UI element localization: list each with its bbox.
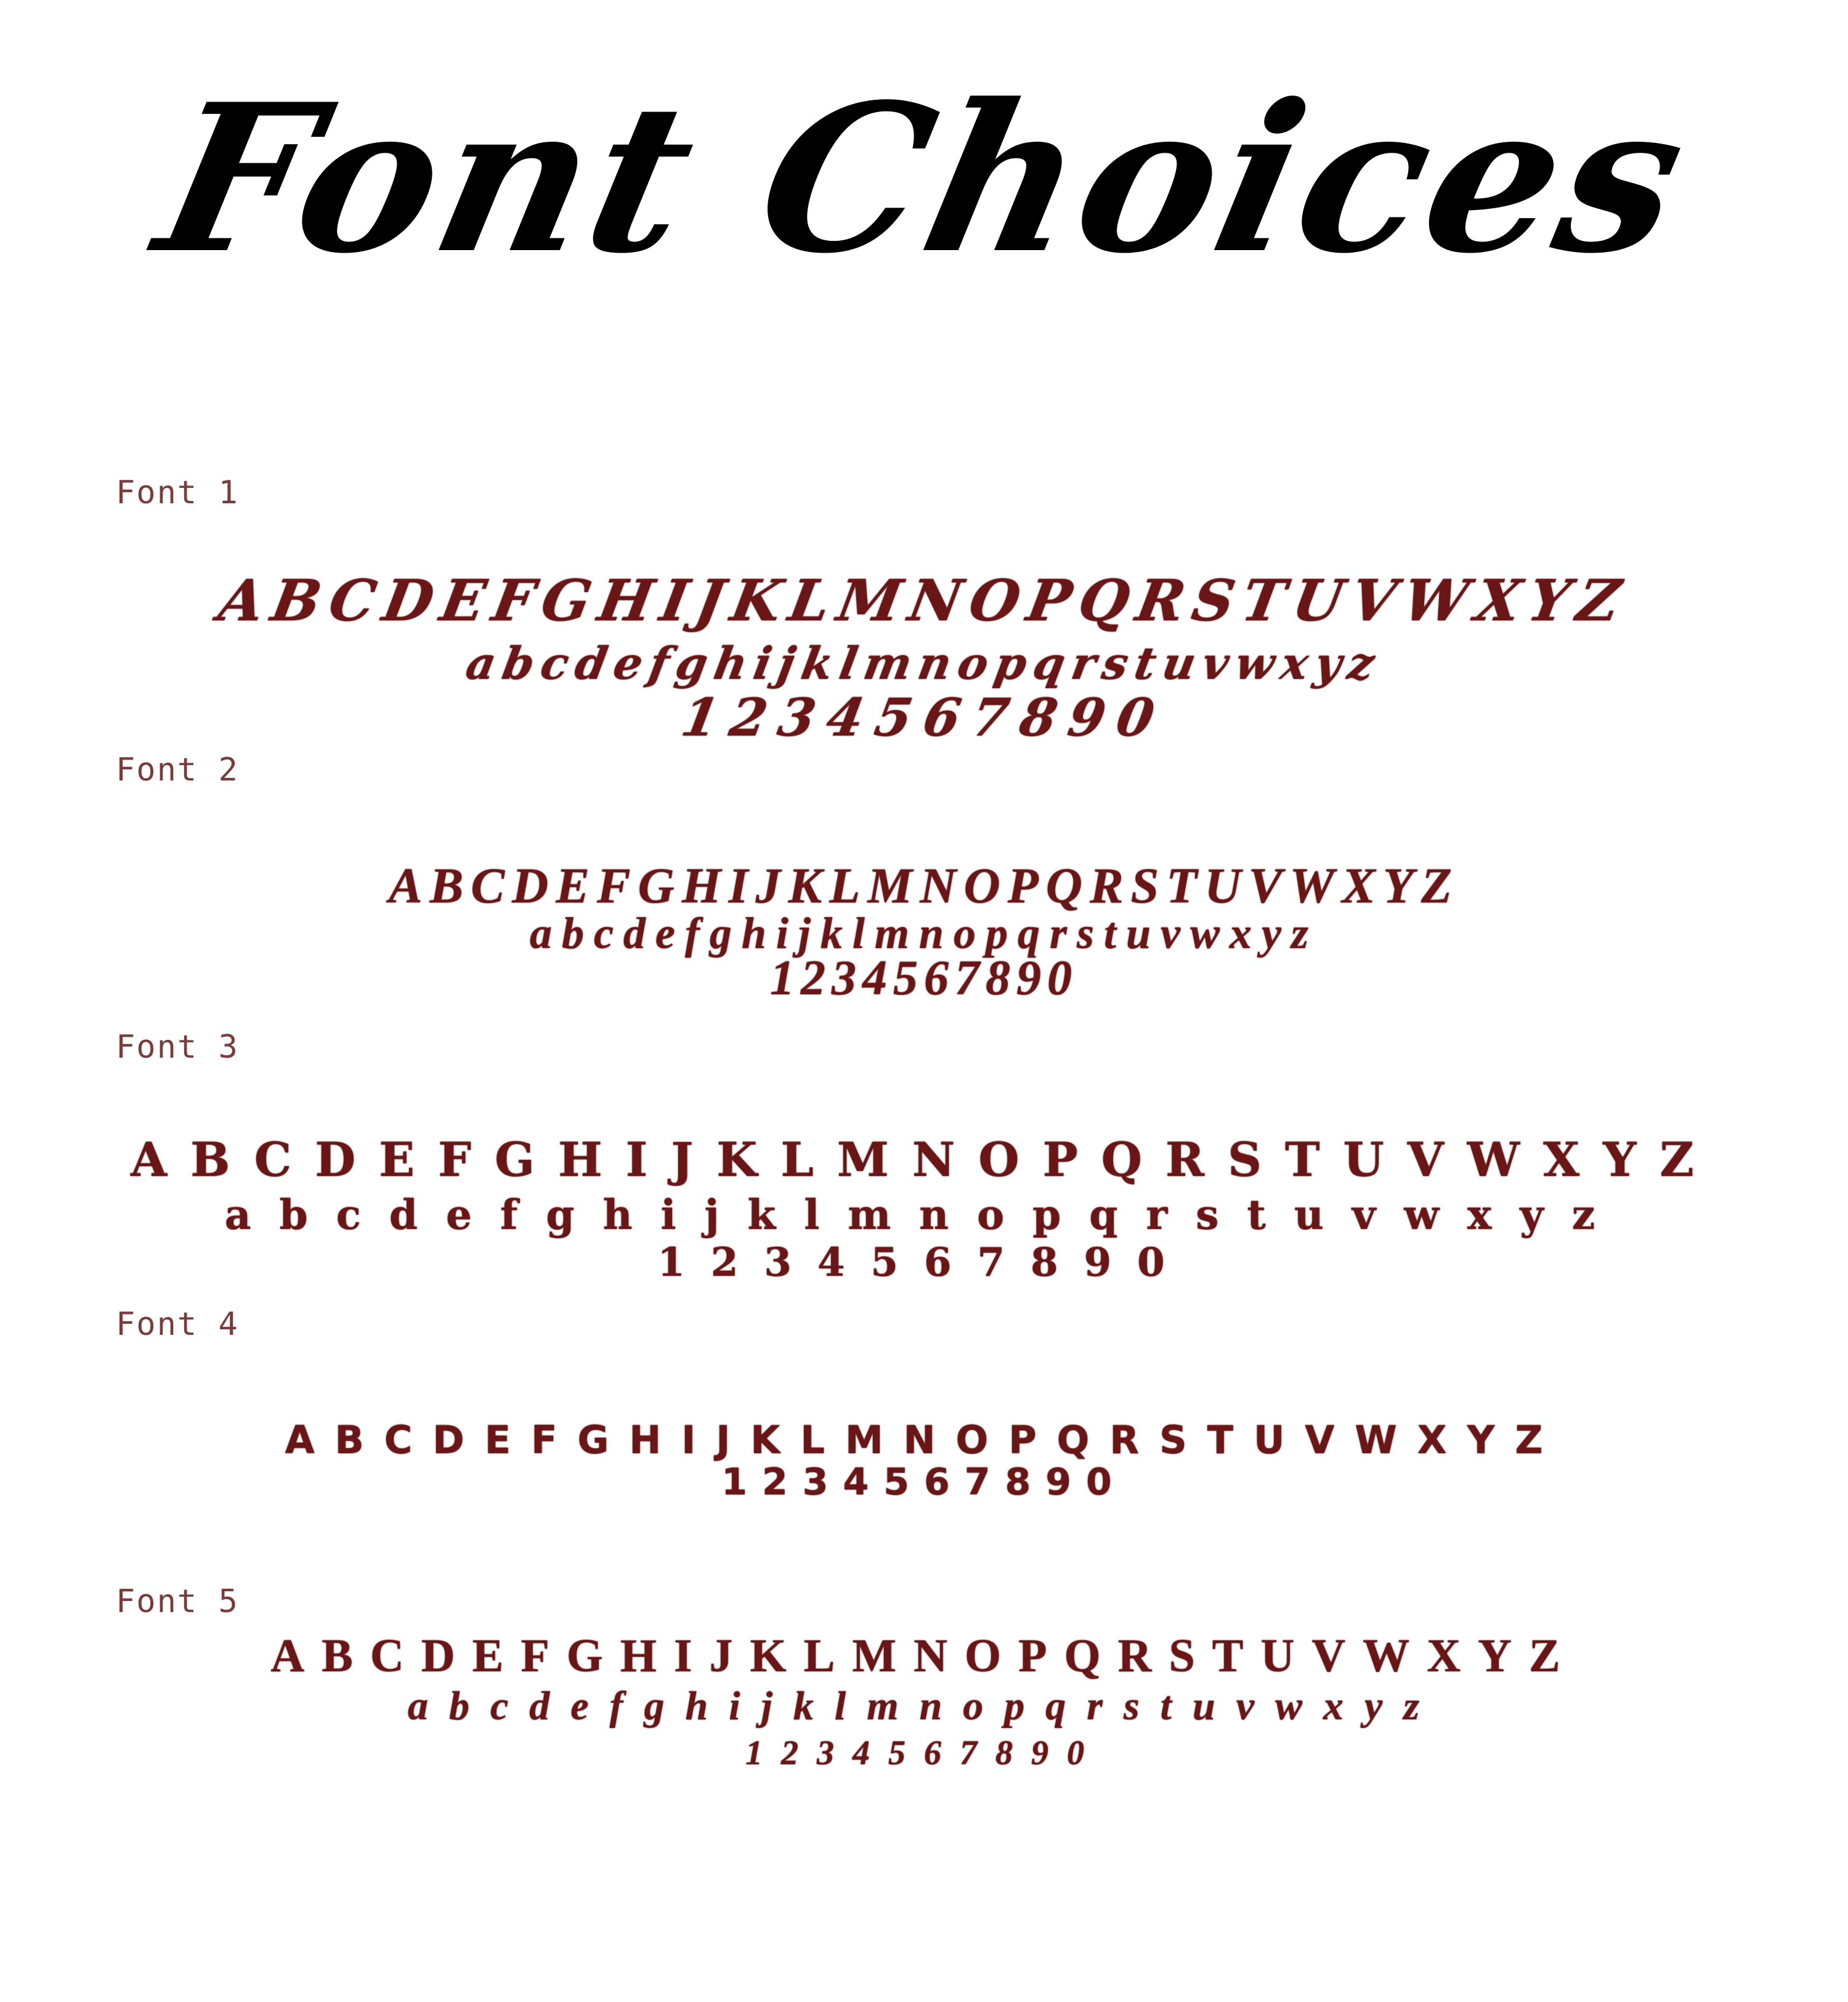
font-1-lowercase-sample: abcdefghijklmnopqrstuvwxyz xyxy=(462,637,1386,689)
font-4-uppercase-sample: ABCDEFGHIJKLMNOPQRSTUVWXYZ xyxy=(285,1417,1563,1462)
font-2-lowercase-sample: abcdefghijklmnopqrstuvwxyz xyxy=(529,909,1319,958)
font-5-label: Font 5 xyxy=(116,1583,239,1620)
font-5-uppercase-sample: ABCDEFGHIJKLMNOPQRSTUVWXYZ xyxy=(270,1630,1578,1682)
font-5-lowercase-sample: abcdefghijklmnopqrstuvwxyz xyxy=(407,1684,1441,1728)
font-2-label: Font 2 xyxy=(116,752,239,788)
font-1-label: Font 1 xyxy=(116,474,239,511)
font-4-label: Font 4 xyxy=(116,1306,239,1343)
font-3-lowercase-sample: abcdefghijklmnopqrstuvwxyz xyxy=(224,1191,1624,1239)
font-3-digits-sample: 1234567890 xyxy=(657,1239,1191,1286)
font-5-digits-sample: 1234567890 xyxy=(745,1734,1103,1772)
font-4-digits-sample: 1234567890 xyxy=(721,1461,1127,1504)
font-3-uppercase-sample: ABCDEFGHIJKLMNOPQRSTUVWXYZ xyxy=(131,1132,1717,1187)
font-1-digits-sample: 1234567890 xyxy=(677,687,1172,748)
font-2-uppercase-sample: ABCDEFGHIJKLMNOPQRSTUVWXYZ xyxy=(388,857,1460,914)
font-1-uppercase-sample: ABCDEFGHIJKLMNOPQRSTUVWXYZ xyxy=(214,567,1634,634)
font-2-digits-sample: 1234567890 xyxy=(770,951,1078,1005)
page-title: Font Choices xyxy=(140,59,1708,298)
font-3-label: Font 3 xyxy=(116,1029,239,1066)
